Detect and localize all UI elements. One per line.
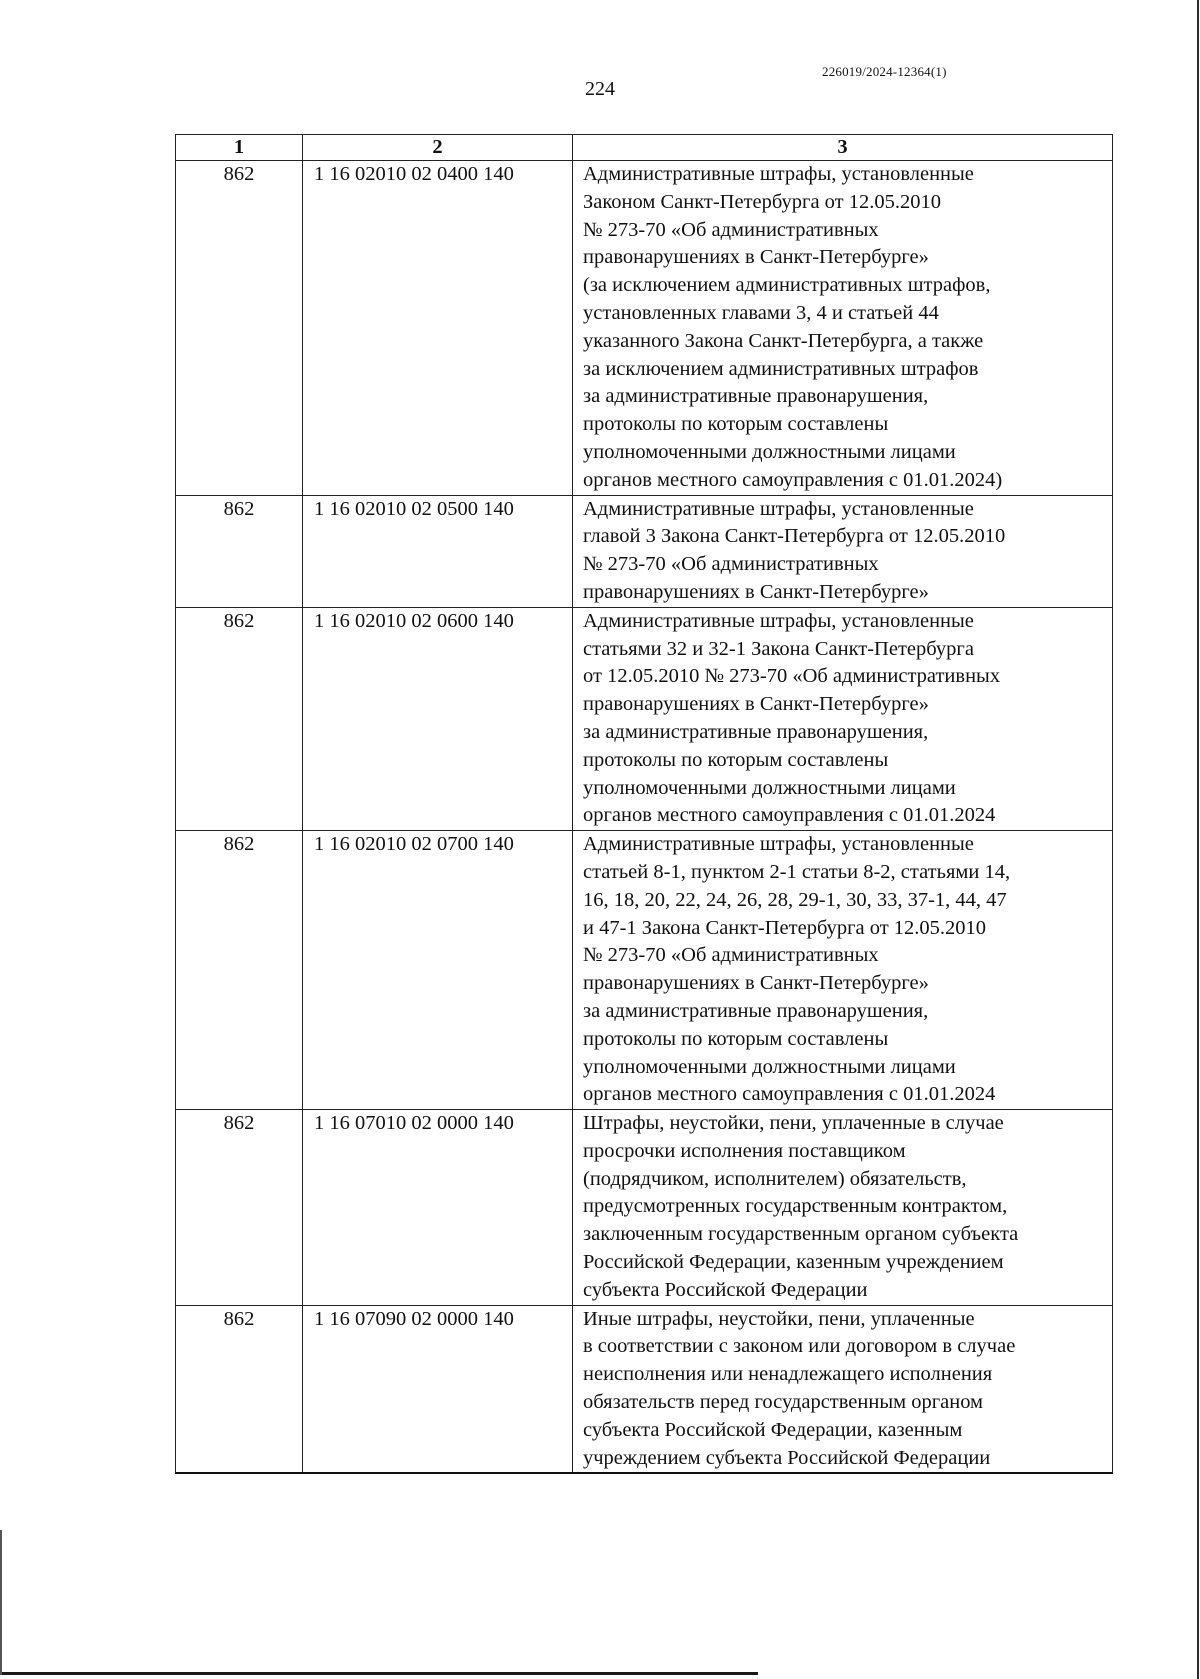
description-line: уполномоченными должностными лицами — [583, 1055, 956, 1078]
description-line: от 12.05.2010 № 273-70 «Об административных — [583, 665, 1001, 688]
description-line: Административные штрафы, установленные — [583, 609, 974, 632]
revenue-codes-table — [175, 134, 1113, 1474]
revenue-description-cell — [573, 1110, 1113, 1306]
description-line: просрочки исполнения поставщиком — [583, 1139, 906, 1162]
administrator-code-cell: 862 — [176, 607, 303, 830]
description-line: обязательств перед государственным органом — [583, 1391, 984, 1414]
description-line: Законом Санкт-Петербурга от 12.05.2010 — [583, 190, 941, 213]
description-line: предусмотренных государственным контрактом, — [583, 1195, 1008, 1218]
description-line: органов местного самоуправления с 01.01.2024 — [583, 804, 996, 827]
scan-edge-right — [1197, 0, 1199, 1679]
description-line: № 273-70 «Об административных — [583, 553, 879, 576]
description-line: Административные штрафы, установленные — [583, 497, 974, 520]
description-line: Российской Федерации, казенным учреждением — [583, 1251, 1004, 1274]
administrator-code-cell: 862 — [176, 1110, 303, 1306]
column-header-1: 1 — [176, 135, 303, 161]
description-line: (за исключением административных штрафов, — [583, 274, 991, 297]
table-row — [176, 831, 1113, 1110]
budget-classification-code-cell: 1 16 02010 02 0600 140 — [303, 607, 573, 830]
revenue-description-cell — [573, 831, 1113, 1110]
description-line: правонарушениях в Санкт-Петербурге» — [583, 693, 929, 716]
administrator-code-cell: 862 — [176, 161, 303, 496]
table-row — [176, 1305, 1113, 1473]
budget-classification-code-cell: 1 16 02010 02 0500 140 — [303, 495, 573, 607]
description-line: органов местного самоуправления с 01.01.2024) — [583, 468, 1003, 491]
description-line: статьей 8-1, пунктом 2-1 статьи 8-2, статьями 14, — [583, 860, 1011, 883]
description-line: заключенным государственным органом субъекта — [583, 1223, 1019, 1246]
table-header-row — [176, 135, 1113, 161]
budget-classification-code-cell: 1 16 07010 02 0000 140 — [303, 1110, 573, 1306]
description-line: 16, 18, 20, 22, 24, 26, 28, 29-1, 30, 33, 37-1, 44, 47 — [583, 888, 1007, 911]
revenue-description-cell — [573, 495, 1113, 607]
column-header-3: 3 — [573, 135, 1113, 161]
budget-classification-code-cell: 1 16 02010 02 0400 140 — [303, 161, 573, 496]
revenue-description-cell — [573, 161, 1113, 496]
description-line: уполномоченными должностными лицами — [583, 440, 956, 463]
description-line: (подрядчиком, исполнителем) обязательств, — [583, 1167, 967, 1190]
description-line: Иные штрафы, неустойки, пени, уплаченные — [583, 1307, 975, 1330]
administrator-code-cell: 862 — [176, 1305, 303, 1473]
document-registration-number: 226019/2024-12364(1) — [822, 64, 947, 79]
revenue-description-cell — [573, 1305, 1113, 1473]
administrator-code-cell: 862 — [176, 831, 303, 1110]
description-line: за исключением административных штрафов — [583, 357, 979, 380]
table-row — [176, 161, 1113, 496]
administrator-code-cell: 862 — [176, 495, 303, 607]
description-line: за административные правонарушения, — [583, 999, 929, 1022]
table-body — [176, 161, 1113, 1474]
table-row — [176, 1110, 1113, 1306]
scan-edge-left — [0, 1530, 2, 1675]
description-line: протоколы по которым составлены — [583, 413, 889, 436]
description-line: установленных главами 3, 4 и статьей 44 — [583, 301, 939, 324]
description-line: уполномоченными должностными лицами — [583, 776, 956, 799]
budget-classification-code-cell: 1 16 02010 02 0700 140 — [303, 831, 573, 1110]
description-line: главой 3 Закона Санкт-Петербурга от 12.05.2010 — [583, 525, 1006, 548]
description-line: в соответствии с законом или договором в случае — [583, 1335, 1016, 1358]
column-header-2: 2 — [303, 135, 573, 161]
description-line: органов местного самоуправления с 01.01.2024 — [583, 1083, 996, 1106]
description-line: статьями 32 и 32-1 Закона Санкт-Петербурга — [583, 637, 974, 660]
description-line: правонарушениях в Санкт-Петербурге» — [583, 972, 929, 995]
budget-classification-code-cell: 1 16 07090 02 0000 140 — [303, 1305, 573, 1473]
description-line: № 273-70 «Об административных — [583, 944, 879, 967]
description-line: субъекта Российской Федерации, казенным — [583, 1418, 963, 1441]
description-line: за административные правонарушения, — [583, 720, 929, 743]
description-line: протоколы по которым составлены — [583, 748, 889, 771]
description-line: правонарушениях в Санкт-Петербурге» — [583, 246, 929, 269]
description-line: протоколы по которым составлены — [583, 1027, 889, 1050]
description-line: Административные штрафы, установленные — [583, 833, 974, 856]
description-line: и 47-1 Закона Санкт-Петербурга от 12.05.2010 — [583, 916, 987, 939]
description-line: Административные штрафы, установленные — [583, 163, 974, 185]
table-row — [176, 495, 1113, 607]
page-number: 224 — [585, 78, 615, 100]
table-row — [176, 607, 1113, 830]
description-line: учреждением субъекта Российской Федерации — [583, 1446, 991, 1469]
description-line: субъекта Российской Федерации — [583, 1278, 868, 1301]
description-line: правонарушениях в Санкт-Петербурге» — [583, 580, 929, 603]
description-line: неисполнения или ненадлежащего исполнения — [583, 1363, 993, 1386]
description-line: № 273-70 «Об административных — [583, 218, 879, 241]
description-line: за административные правонарушения, — [583, 385, 929, 408]
scan-edge-bottom — [0, 1672, 758, 1675]
table-header — [176, 135, 1113, 161]
revenue-description-cell — [573, 607, 1113, 830]
description-line: указанного Закона Санкт-Петербурга, а также — [583, 329, 984, 352]
description-line: Штрафы, неустойки, пени, уплаченные в случае — [583, 1112, 1004, 1135]
